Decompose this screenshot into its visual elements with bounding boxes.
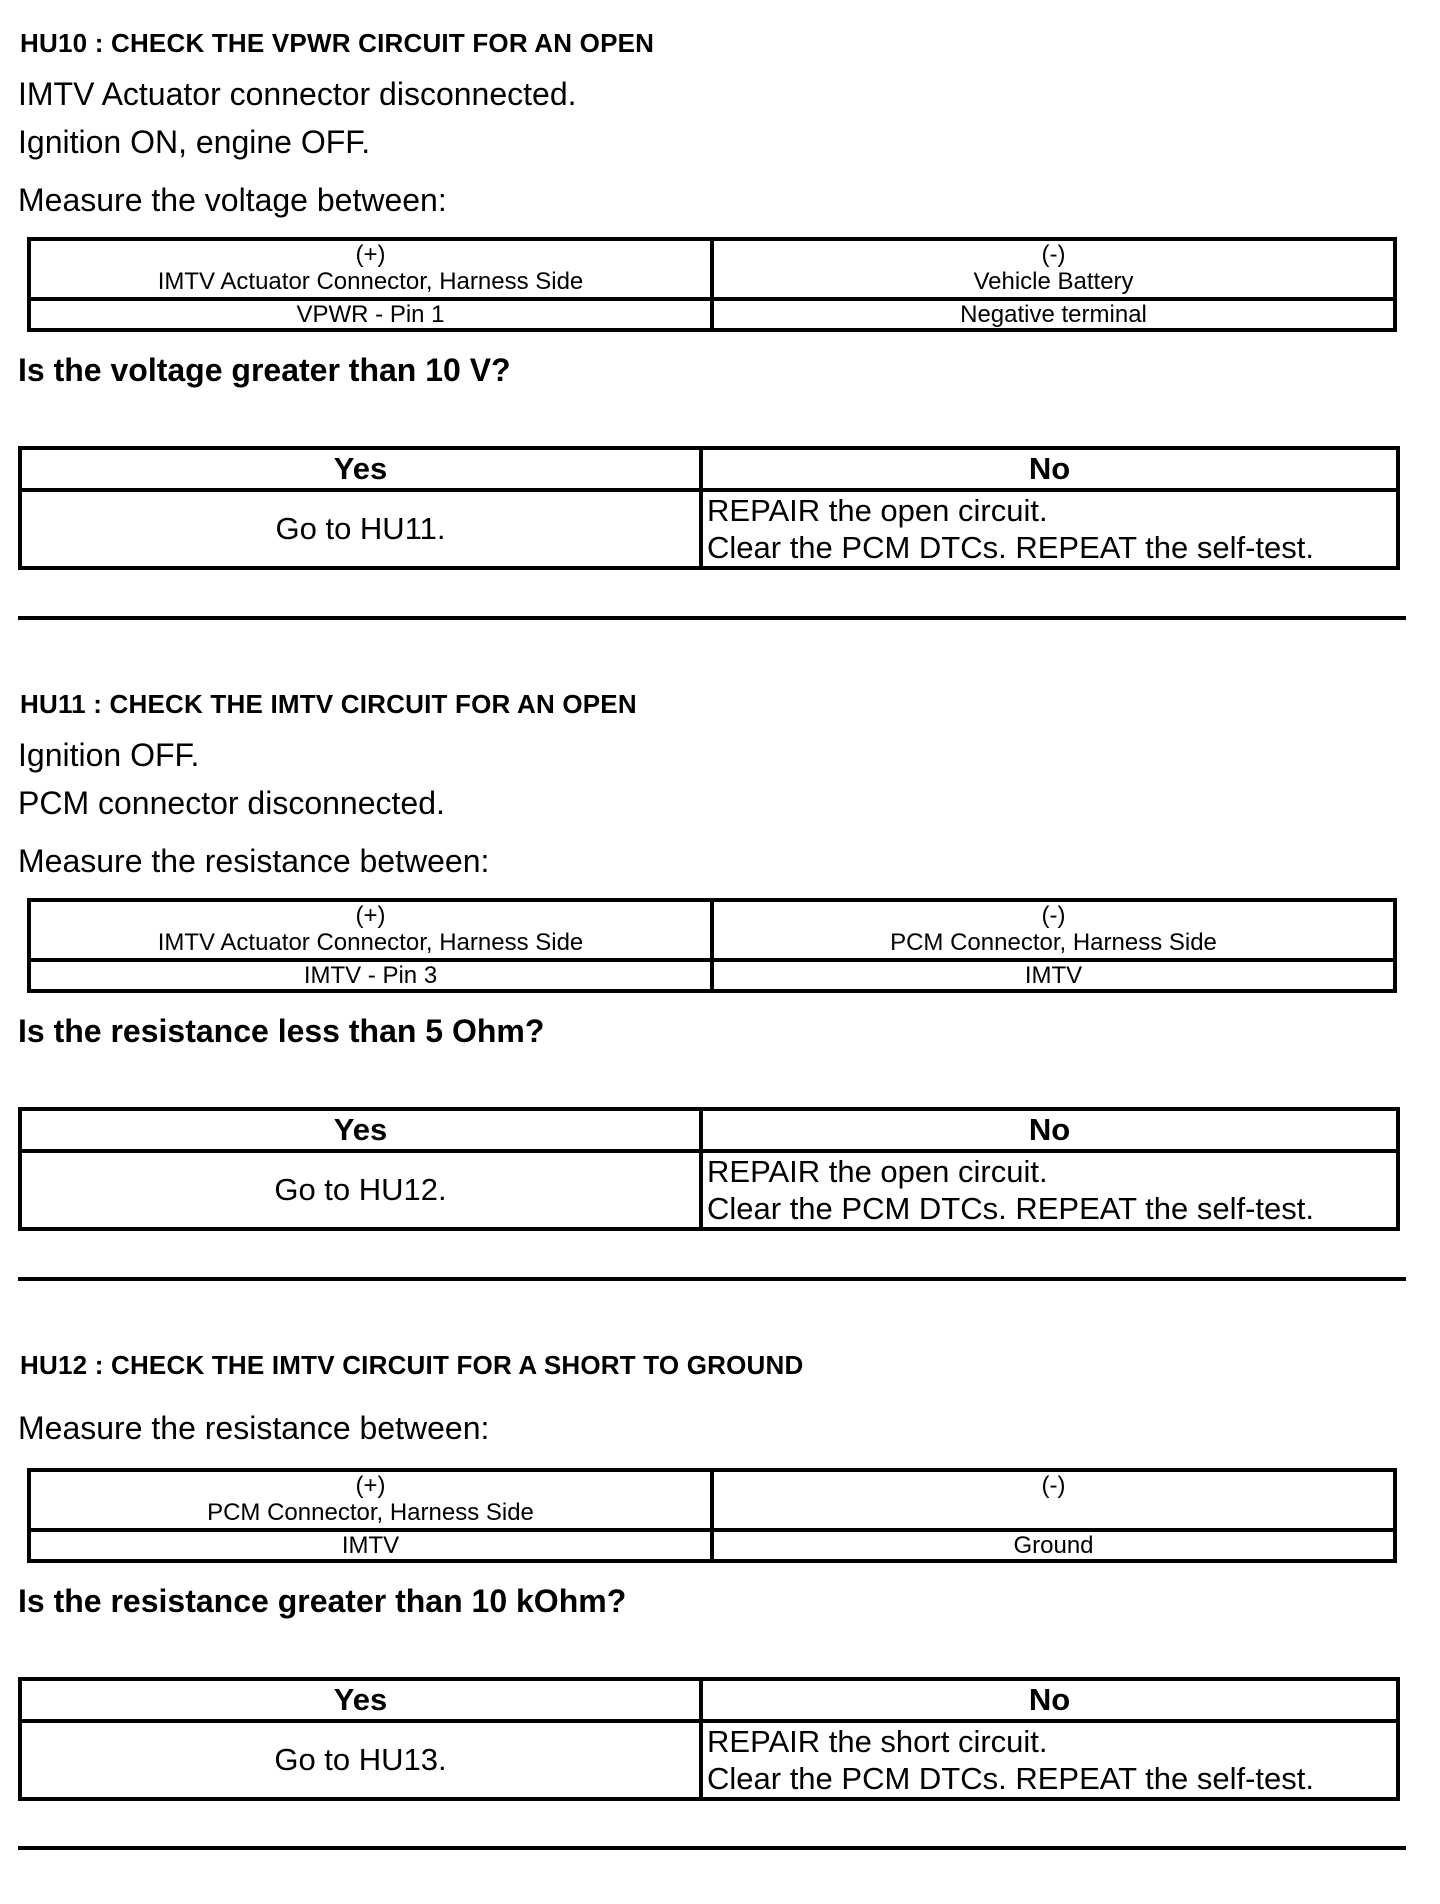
negative-symbol: (-)	[1041, 241, 1066, 268]
yes-header: Yes	[20, 1679, 701, 1721]
positive-probe-label: IMTV Actuator Connector, Harness Side	[157, 268, 584, 295]
negative-probe-value: Ground	[712, 1530, 1395, 1561]
positive-probe-value: VPWR - Pin 1	[29, 299, 712, 330]
condition-line: Ignition OFF.	[18, 737, 200, 773]
no-action	[701, 490, 1398, 568]
negative-probe-label: PCM Connector, Harness Side	[890, 929, 1217, 956]
positive-symbol: (+)	[355, 1472, 386, 1499]
negative-probe-value: Negative terminal	[712, 299, 1395, 330]
negative-probe-label: Vehicle Battery	[973, 268, 1134, 295]
step-heading: HU11 : CHECK THE IMTV CIRCUIT FOR AN OPEN	[20, 689, 637, 719]
no-action-line: Clear the PCM DTCs. REPEAT the self-test.	[707, 1761, 1314, 1796]
negative-symbol: (-)	[1041, 1472, 1066, 1499]
section-divider	[18, 1846, 1406, 1850]
step-question: Is the voltage greater than 10 V?	[18, 352, 511, 388]
no-action	[701, 1151, 1398, 1229]
positive-probe-value: IMTV - Pin 3	[29, 960, 712, 991]
negative-probe-value: IMTV	[712, 960, 1395, 991]
measurement-table	[27, 898, 1397, 993]
step-question: Is the resistance less than 5 Ohm?	[18, 1013, 545, 1049]
yes-header: Yes	[20, 1109, 701, 1151]
positive-probe-header	[29, 900, 712, 960]
no-action-line: Clear the PCM DTCs. REPEAT the self-test.	[707, 1191, 1314, 1226]
measurement-table	[27, 237, 1397, 332]
no-header: No	[701, 1679, 1398, 1721]
no-action-line: Clear the PCM DTCs. REPEAT the self-test.	[707, 530, 1314, 565]
answer-table	[18, 1107, 1400, 1231]
step-question: Is the resistance greater than 10 kOhm?	[18, 1583, 627, 1619]
no-header: No	[701, 1109, 1398, 1151]
negative-probe-header	[712, 900, 1395, 960]
answer-table	[18, 1677, 1400, 1801]
measurement-table	[27, 1468, 1397, 1563]
negative-symbol: (-)	[1041, 902, 1066, 929]
no-action-line: REPAIR the open circuit.	[707, 493, 1048, 528]
measure-label: Measure the resistance between:	[18, 1410, 490, 1446]
no-action	[701, 1721, 1398, 1799]
condition-line: IMTV Actuator connector disconnected.	[18, 76, 577, 112]
no-action-line: REPAIR the short circuit.	[707, 1724, 1048, 1759]
measure-label: Measure the voltage between:	[18, 182, 447, 218]
measure-label: Measure the resistance between:	[18, 843, 490, 879]
yes-action: Go to HU13.	[20, 1721, 701, 1799]
section-divider	[18, 616, 1406, 620]
no-header: No	[701, 448, 1398, 490]
condition-line: Ignition ON, engine OFF.	[18, 124, 371, 160]
yes-header: Yes	[20, 448, 701, 490]
positive-probe-header	[29, 239, 712, 299]
answer-table	[18, 446, 1400, 570]
positive-probe-header	[29, 1470, 712, 1530]
positive-symbol: (+)	[355, 241, 386, 268]
section-divider	[18, 1277, 1406, 1281]
positive-probe-value: IMTV	[29, 1530, 712, 1561]
step-heading: HU12 : CHECK THE IMTV CIRCUIT FOR A SHORT TO GROUND	[20, 1350, 804, 1380]
step-heading: HU10 : CHECK THE VPWR CIRCUIT FOR AN OPEN	[20, 28, 655, 58]
positive-probe-label: IMTV Actuator Connector, Harness Side	[157, 929, 584, 956]
positive-symbol: (+)	[355, 902, 386, 929]
condition-line: PCM connector disconnected.	[18, 785, 445, 821]
no-action-line: REPAIR the open circuit.	[707, 1154, 1048, 1189]
positive-probe-label: PCM Connector, Harness Side	[207, 1499, 534, 1526]
negative-probe-header	[712, 1470, 1395, 1530]
yes-action: Go to HU12.	[20, 1151, 701, 1229]
negative-probe-header	[712, 239, 1395, 299]
yes-action: Go to HU11.	[20, 490, 701, 568]
